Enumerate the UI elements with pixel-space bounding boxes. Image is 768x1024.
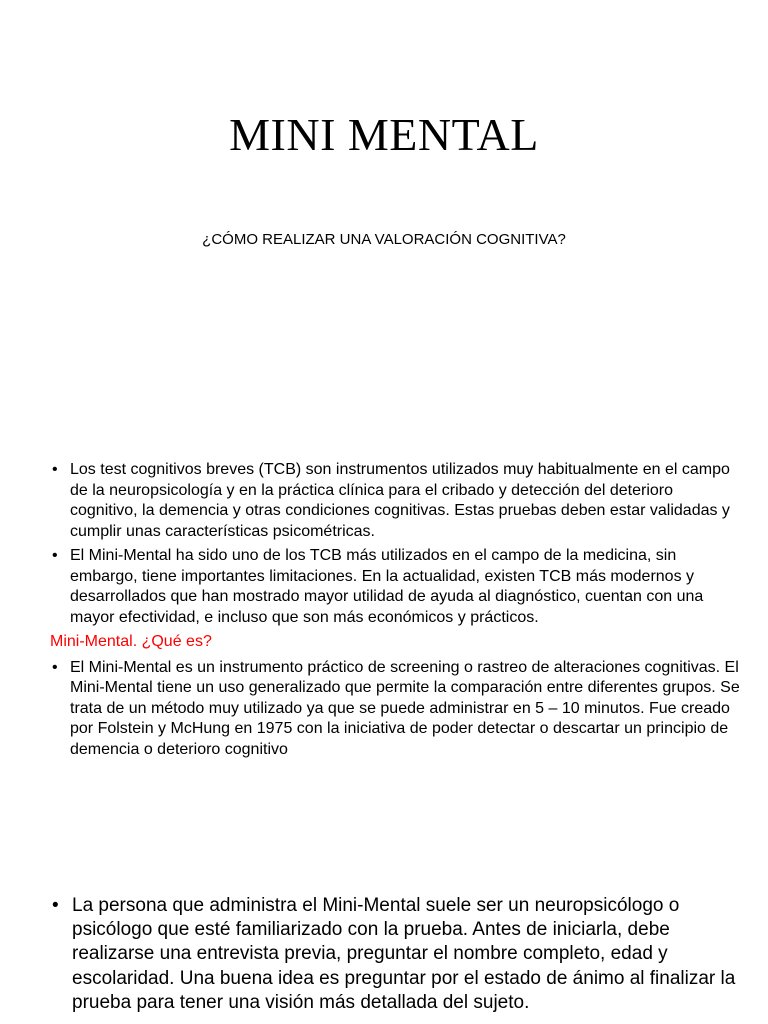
bullet-item	[50, 546, 740, 628]
bullet-icon: •	[52, 547, 58, 564]
bullet-text: El Mini-Mental es un instrumento práctico de screening o rastreo de alteraciones cognitivas. El Mini-Mental tiene un uso generalizado que permite la comparación entre diferentes grupos. Se trata de un método muy utilizado ya que se puede administrar en 5 – 10 minutos. Fue creado por Folstein y McHung en 1975 con la iniciativa de poder detectar o descartar un principio de demencia o deterioro cognitivo	[70, 658, 740, 758]
bullet-text: La persona que administra el Mini-Mental suele ser un neuropsicólogo o psicólogo que esté familiarizado con la prueba. Antes de iniciarla, debe realizarse una entrevista previa, preguntar el nombre completo, edad y escolaridad. Una buena idea es preguntar por el estado de ánimo al finalizar la prueba para tener una visión más detallada del sujeto.	[72, 895, 736, 1013]
bullet-icon: •	[52, 895, 59, 916]
page-title: MINI MENTAL	[229, 109, 539, 160]
bullet-item	[50, 460, 740, 542]
bullet-text: El Mini-Mental ha sido uno de los TCB más utilizados en el campo de la medicina, sin embargo, tiene importantes limitaciones. En la actualidad, existen TCB más modernos y desarrollados que han mostrado mayor utilidad de ayuda al diagnóstico, cuentan con una mayor efectividad, e incluso que son más económicos y prácticos.	[70, 547, 704, 626]
bullet-icon: •	[52, 658, 58, 676]
bullet-item	[50, 658, 740, 761]
bullet-item	[50, 894, 740, 1015]
bullet-text: Los test cognitivos breves (TCB) son instrumentos utilizados muy habitualmente en el campo de la neuropsicología y en la práctica clínica para el cribado y detección del deterioro cognitivo, la demencia y otras condiciones cognitivas. Estas pruebas deben estar validadas y cumplir unas características psicométricas.	[70, 461, 730, 540]
section-heading: Mini-Mental. ¿Qué es?	[50, 633, 212, 650]
page-subtitle: ¿CÓMO REALIZAR UNA VALORACIÓN COGNITIVA?	[202, 231, 566, 248]
administration-content	[50, 894, 740, 1019]
bullet-icon: •	[52, 461, 58, 478]
main-content	[50, 460, 740, 764]
